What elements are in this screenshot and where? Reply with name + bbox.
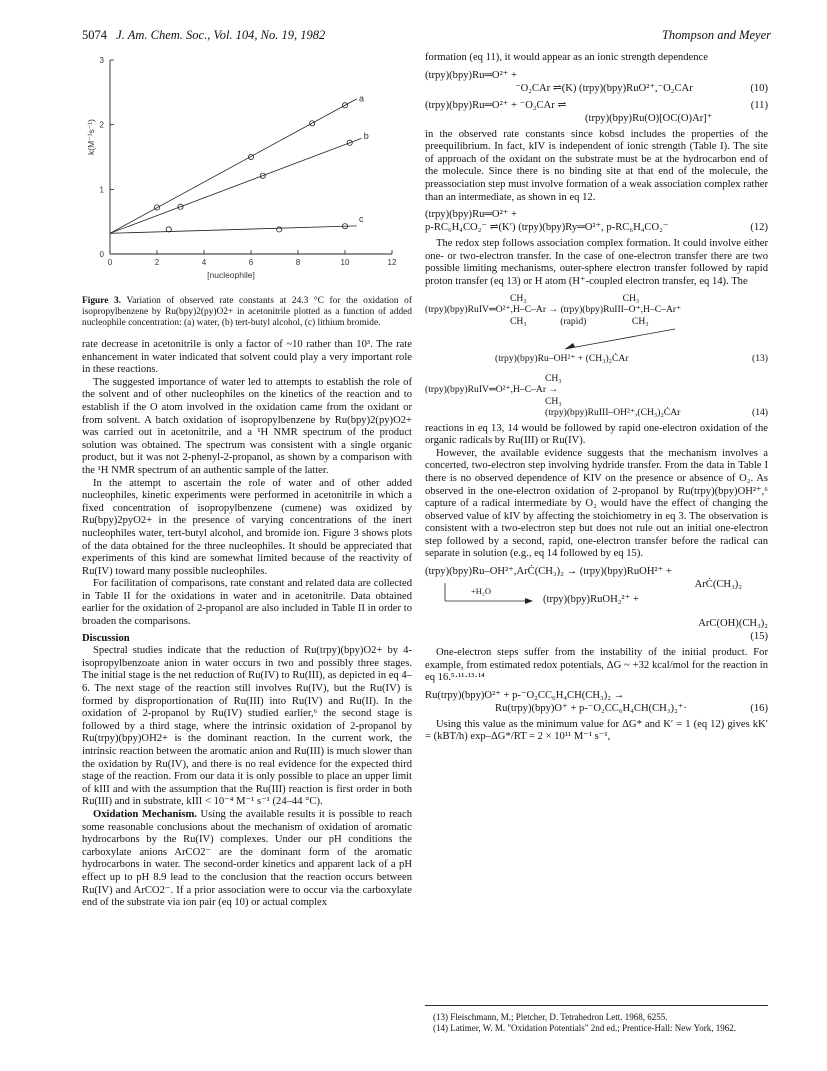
eq-line: CH₃ CH₃ <box>510 292 640 304</box>
caption-text: Variation of observed rate constants at 24.3 °C for the oxidation of isopropylbenzene by Ru(bpy)2(py)O2+ in acetonitrile plotted as a function of added nucleophile concentration: (a) water, (b) tert-butyl alcohol, (c) lithium bromide. <box>82 296 412 328</box>
equation-number: (15) <box>750 631 768 643</box>
right-column <box>425 52 768 744</box>
page-number: 5074 <box>82 28 107 42</box>
equation-14 <box>425 373 768 419</box>
paragraph: Spectral studies indicate that the reduction of Ru(trpy)(bpy)O2+ by 4-isopropylbenzoate anion in water occurs in two and possibly three stages. The initial stage is the net reduction of Ru(IV) to Ru(III), as depicted in eq 4–6. The next stage of the reaction still involves Ru(IV), but the Ru(IV) is formed by disproportionation of Ru(III) into Ru(IV) and Ru(II). In the oxidation of 2-propanol by Ru(IV) studied earlier,⁶ the second stage is followed by a third stage, where the intrinsic oxidation of 2-propanol by Ru(trpy)(bpy)OH2+ is the dominant reaction. In the current work, the intrinsic reaction between the aromatic anion and Ru(III) is much slower than the oxidation by Ru(IV), and there is no real evidence for the expected third stage of the reaction. From our data it is only possible to place an upper limit of kIII and with the assumption that the Ru(III) reaction is first order in both Ru(III) and in substrate, kIII < 10⁻⁴ M⁻¹ s⁻¹ (24–44 °C). <box>82 645 412 808</box>
eq-line: (trpy)(bpy)RuIV═O²⁺,H–C–Ar → (trpy)(bpy)RuIII–O⁺,H–C–Ar⁺ <box>425 304 682 316</box>
equation-number: (13) <box>752 353 768 365</box>
eq-line: ArĊ(CH₃)₂ <box>694 579 742 591</box>
paragraph: For facilitation of comparisons, rate constant and related data are collected in Table II for the oxidations in water and in acetonitrile. Data obtained earlier for the oxidation of 2-propanol are also included in Table II in order to broaden the comparisons. <box>82 578 412 628</box>
figure-3 <box>82 52 412 292</box>
equation-number: (12) <box>750 222 768 234</box>
x-tick-label: 4 <box>201 258 207 267</box>
x-axis-label: [nucleophile] <box>207 270 255 280</box>
x-tick-label: 8 <box>295 258 301 267</box>
series-line-b <box>110 138 361 233</box>
equation-13 <box>425 293 768 365</box>
paragraph: The redox step follows association complex formation. It could involve either one- or two-electron transfer. In the case of one-electron transfer there are two possible limiting mechanisms, outer-sphere electron transfer followed by rapid proton transfer (eq 13) or H atom (H⁺-coupled electron transfer, eq 14). The <box>425 238 768 287</box>
header-authors: Thompson and Meyer <box>661 28 771 42</box>
footnote: (14) Latimer, W. M. "Oxidation Potentials" 2nd ed.; Prentice-Hall: New York, 1962. <box>433 1022 736 1033</box>
paragraph: In the attempt to ascertain the role of water and of other added nucleophiles, kinetic experiments were performed in acetonitrile in which a fixed concentration of isopropylbenzene (cumene) was oxidized by Ru(bpy)2pyO2+ in the presence of varying concentrations of the inert nucleophiles water, tert-butyl alcohol, and bromide ion. Figure 3 shows plots of the data obtained for the three nucleophiles. It should be appreciated that experiments of this kind are somewhat limited because of the reactivity of Ru(IV) toward many possible nucleophiles. <box>82 477 412 577</box>
eq-line: Ru(trpy)(bpy)O²⁺ + p-⁻O₂CC₆H₄CH(CH₃)₂ → <box>425 689 625 701</box>
footnotes <box>425 1005 768 1033</box>
equation-number: (16) <box>750 702 768 714</box>
equation-10 <box>425 69 768 95</box>
eq-line: Ru(trpy)(bpy)O⁺ + p-⁻O₂CC₆H₄CH(CH₃)₂⁺· <box>495 702 687 714</box>
series-label-c: c <box>359 214 364 225</box>
equation-11 <box>425 99 768 125</box>
reaction-arrow <box>425 327 768 353</box>
paragraph: Using this value as the minimum value for ΔG* and K′ = 1 (eq 12) gives kK′ = (kBT/h) exp–ΔG*/RT = 2 × 10¹¹ M⁻¹ s⁻¹, <box>425 718 768 743</box>
x-tick-label: 6 <box>248 258 254 267</box>
x-tick-label: 0 <box>107 258 113 267</box>
eq-line: ⁻O₂CAr ⇌(K) (trpy)(bpy)RuO²⁺,⁻O₂CAr <box>515 82 693 94</box>
subsection-runin: Oxidation Mechanism. <box>93 808 197 820</box>
equation-number: (10) <box>750 82 768 94</box>
journal-citation: J. Am. Chem. Soc., Vol. 104, No. 19, 1982 <box>116 28 326 42</box>
figure-caption <box>82 296 412 329</box>
eq-line: (trpy)(bpy)Ru(O)[OC(O)Ar]⁺ <box>585 112 713 124</box>
equation-15 <box>425 565 768 643</box>
h2o-label: +H₂O <box>471 586 492 597</box>
eq-line: (trpy)(bpy)Ru–OH²⁺ + (CH₃)₂ĊAr <box>495 353 629 365</box>
paragraph <box>82 809 412 910</box>
series-label-b: b <box>363 130 369 141</box>
eq-line: (trpy)(bpy)RuIV═O²⁺,H–C–Ar → <box>425 384 559 396</box>
y-axis-label: k(M⁻¹s⁻¹) <box>86 119 96 155</box>
footnote-rule <box>425 1005 768 1006</box>
left-column <box>82 52 412 910</box>
y-tick-label: 3 <box>99 56 104 65</box>
paragraph-text: Using the available results it is possible to reach some reasonable conclusions about the mechanism of oxidation of aromatic hydrocarbons by the Ru(IV) complexes. Under our pH conditions the carboxylate anions ArCO2⁻ are the dominant form of the aromatic hydrocarbons in water. The second-order kinetics and apparent lack of a pH effect up to pH 8.9 lead to the conclusion that the reaction occurs between Ru(IV) and ArCO2⁻. If a prior association were to occur via the carboxylate end of the substrate via ion pair (eq 10) or actual complex <box>82 808 413 909</box>
eq-line: p-RC₆H₄CO₂⁻ ⇌(K′) (trpy)(bpy)Ry═O²⁺, p-RC₆H₄CO₂⁻ <box>425 222 669 234</box>
eq-line: CH₃ <box>545 372 562 384</box>
paragraph: The suggested importance of water led to attempts to establish the role of the solvent and of other nucleophiles on the kinetics of the reaction and to establish if the O atom involved in the oxidation came from the oxidant or from solvent. A batch oxidation of isopropylbenzene by Ru(bpy)2(py)O2+ was carried out in acetonitrile, and a ¹H NMR spectrum of the product solution was obtained. The spectrum was consistent with a single organic product, but it was not 2-phenyl-2-propanol, as shown by a comparison with the ¹H NMR spectrum of an authentic sample of the latter. <box>82 376 412 476</box>
running-header <box>82 28 771 46</box>
eq-line: (trpy)(bpy)Ru═O²⁺ + <box>425 69 517 81</box>
eq-line: CH₃ (rapid) CH₃ <box>510 315 649 327</box>
paragraph: formation (eq 11), it would appear as an ionic strength dependence <box>425 52 708 63</box>
caption-label: Figure 3. <box>82 296 122 306</box>
eq-line: ArC(OH)(CH₃)₂ <box>698 618 768 630</box>
paragraph: rate decrease in acetonitrile is only a factor of ~10 rather than 10³. The rate enhancement in water indicated that solvent could play a very important role in these reactions. <box>82 339 412 376</box>
footnote: (13) Fleischmann, M.; Pletcher, D. Tetrahedron Lett. 1968, 6255. <box>433 1012 668 1022</box>
y-tick-label: 0 <box>99 250 104 259</box>
x-tick-label: 2 <box>154 258 160 267</box>
equation-number: (14) <box>752 407 768 419</box>
x-tick-label: 10 <box>340 258 350 267</box>
data-point-c <box>277 227 282 232</box>
eq-line: (trpy)(bpy)Ru–OH²⁺,ArĊ(CH₃)₂ → (trpy)(bpy)RuOH²⁺ + <box>425 566 672 578</box>
series-line-c <box>110 226 357 233</box>
paragraph: However, the available evidence suggests that the mechanism involves a concerted, two-electron step involving hydride transfer. From the data in Table I there is no observed dependence of KIV on the presence or absence of O₂. As observed in the one-electron oxidation of 2-propanol by Ru(trpy)(bpy)OH²⁺,⁶ capture of a radical intermediate by O₂ would have the effect of changing the observed value of kIV by affecting the stoichiometry in eq 3. The observation is consistent with a two-electron step but does not rule out an initial one-electron step followed by a second, rapid, one-electron transfer before the radical can separate in solution (e.g., eq 14 followed by eq 15). <box>425 447 768 560</box>
eq-line: (trpy)(bpy)RuIII–OH²⁺,(CH₃)₂ĊAr <box>545 407 681 419</box>
eq-line: CH₃ <box>545 395 562 407</box>
paragraph: in the observed rate constants since kobsd includes the properties of the preequilibrium. In fact, kIV is independent of ionic strength (Table I). The site of approach of the oxidant on the substrate must be at the hydrocarbon end of the molecule. Since there is no binding site at that end of the molecule, the preassociation step must involve formation of a weak association complex rather than an intermediate, as shown in eq 12. <box>425 128 768 203</box>
equation-number: (11) <box>750 99 768 111</box>
equation-12 <box>425 208 768 234</box>
rate-constant-chart <box>82 52 412 292</box>
eq-line: (trpy)(bpy)Ru═O²⁺ + <box>425 209 517 221</box>
paragraph: reactions in eq 13, 14 would be followed by rapid one-electron oxidation of the organic radicals by Ru(III) or Ru(IV). <box>425 422 768 447</box>
y-tick-label: 1 <box>99 185 104 195</box>
eq-line: (trpy)(bpy)RuOH₂²⁺ + <box>543 594 639 606</box>
paragraph: One-electron steps suffer from the instability of the initial product. For example, from estimated redox potentials, ΔG ~ +32 kcal/mol for the reaction in eq 16.⁵·¹¹·¹³·¹⁴ <box>425 647 768 684</box>
x-tick-label: 12 <box>387 258 397 267</box>
series-label-a: a <box>359 93 365 104</box>
eq-line: (trpy)(bpy)Ru═O²⁺ + ⁻O₂CAr ⇌ <box>425 99 567 111</box>
equation-16 <box>425 689 768 715</box>
section-heading: Discussion <box>82 632 130 644</box>
header-left <box>82 28 325 43</box>
y-tick-label: 2 <box>99 120 104 130</box>
series-line-a <box>110 99 357 233</box>
data-point-a <box>248 154 253 159</box>
eq-h2o-branch <box>425 586 768 617</box>
